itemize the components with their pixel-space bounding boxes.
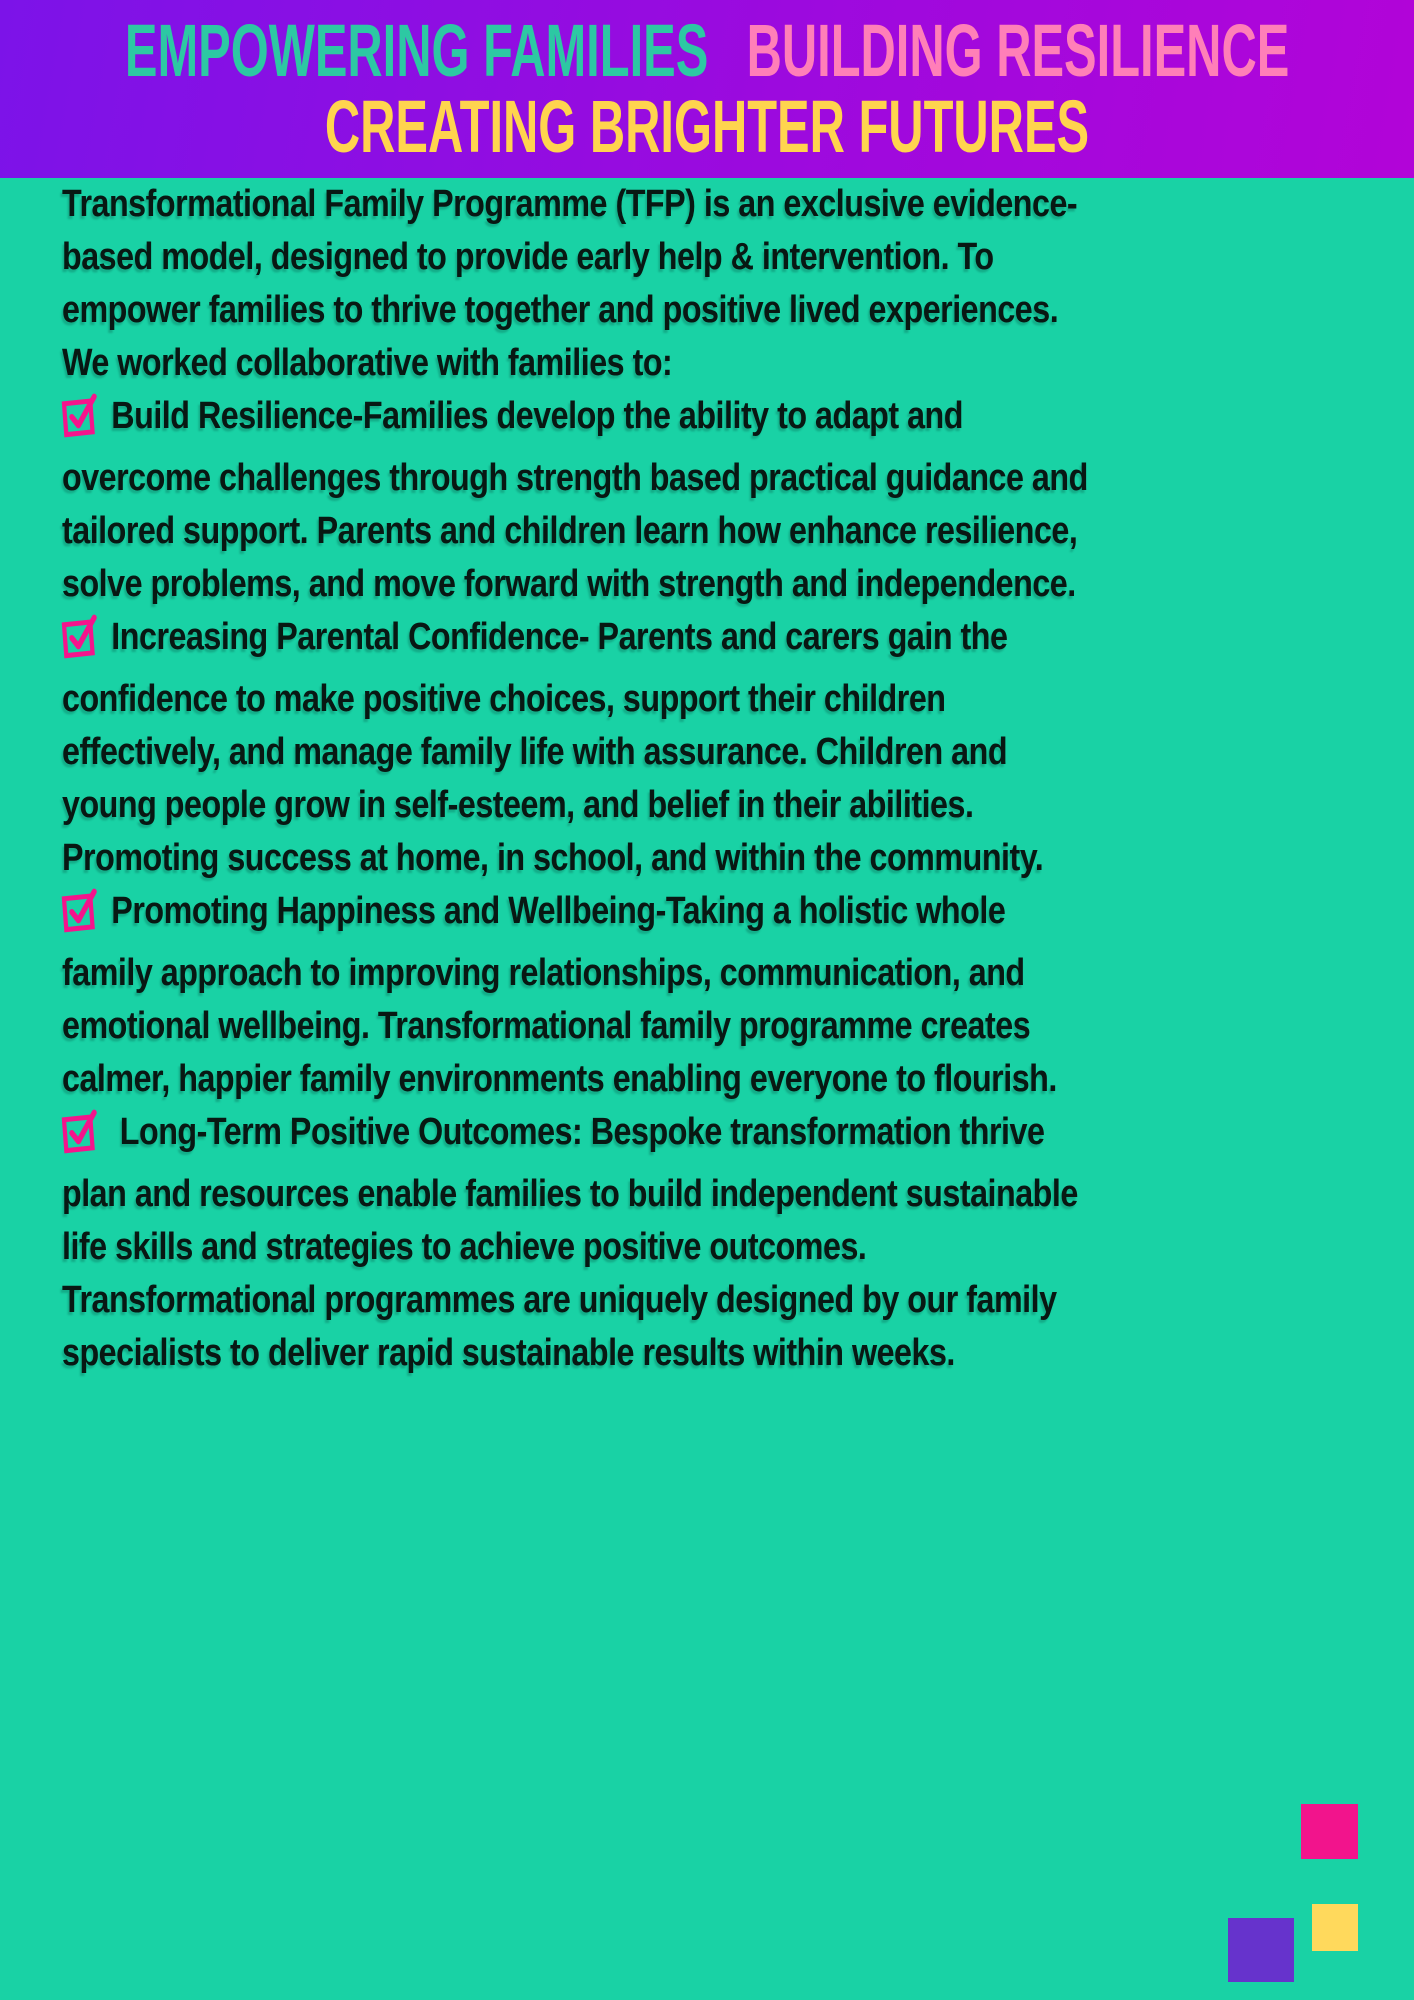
paragraph-text: Long-Term Positive Outcomes: Bespoke transformation thrive plan and resources enable families to build independent sustainable life skills and strategies to achieve positive outcomes. xyxy=(62,1111,1078,1268)
checkbox-checked-icon xyxy=(60,389,103,454)
checkbox-checked-icon xyxy=(60,1105,103,1170)
paragraph-text: Transformational programmes are uniquely designed by our family specialists to deliver rapid sustainable results within weeks. xyxy=(62,1279,1057,1374)
header-title-line2 xyxy=(324,85,1090,168)
decorative-square-purple xyxy=(1228,1918,1294,1982)
checklist-item-happiness-wellbeing xyxy=(62,885,1099,1106)
paragraph-text: Increasing Parental Confidence- Parents and carers gain the confidence to make positive choices, support their children effectively, and manage family life with assurance. Children and young people grow in self-esteem, and belief in their abilities. Promoting success at home, in school, and within the community. xyxy=(62,616,1044,879)
intro-paragraph xyxy=(62,178,1099,337)
checklist-item-long-term-outcomes xyxy=(62,1106,1099,1274)
closing-paragraph xyxy=(62,1274,1099,1380)
checkbox-checked-icon xyxy=(60,610,103,675)
checklist-item-build-resilience xyxy=(62,390,1099,611)
body-content xyxy=(62,178,1099,1380)
title-creating-brighter-futures: CREATING BRIGHTER FUTURES xyxy=(324,85,1090,168)
title-building-resilience: BUILDING RESILIENCE xyxy=(746,9,1290,92)
checklist-item-parental-confidence xyxy=(62,611,1099,885)
title-empowering-families: EMPOWERING FAMILIES xyxy=(124,9,709,92)
lead-in-paragraph xyxy=(62,337,1099,390)
paragraph-text: Transformational Family Programme (TFP) is an exclusive evidence-based model, designed to provide early help & intervention. To empower families to thrive together and positive lived experiences. xyxy=(62,183,1078,331)
decorative-square-pink xyxy=(1301,1804,1358,1859)
header-title-line1 xyxy=(124,9,1290,92)
decorative-square-yellow xyxy=(1312,1904,1358,1951)
paragraph-text: Promoting Happiness and Wellbeing-Taking a holistic whole family approach to improving relationships, communication, and emotional wellbeing. Transformational family programme creates calmer, happier family environments enabling everyone to flourish. xyxy=(62,890,1057,1100)
paragraph-text: Build Resilience-Families develop the ability to adapt and overcome challenges through strength based practical guidance and tailored support. Parents and children learn how enhance resilience, solve problems, and move forward with strength and independence. xyxy=(62,395,1088,605)
header-banner xyxy=(0,0,1414,178)
checkbox-checked-icon xyxy=(60,884,103,949)
paragraph-text: We worked collaborative with families to: xyxy=(62,342,673,384)
